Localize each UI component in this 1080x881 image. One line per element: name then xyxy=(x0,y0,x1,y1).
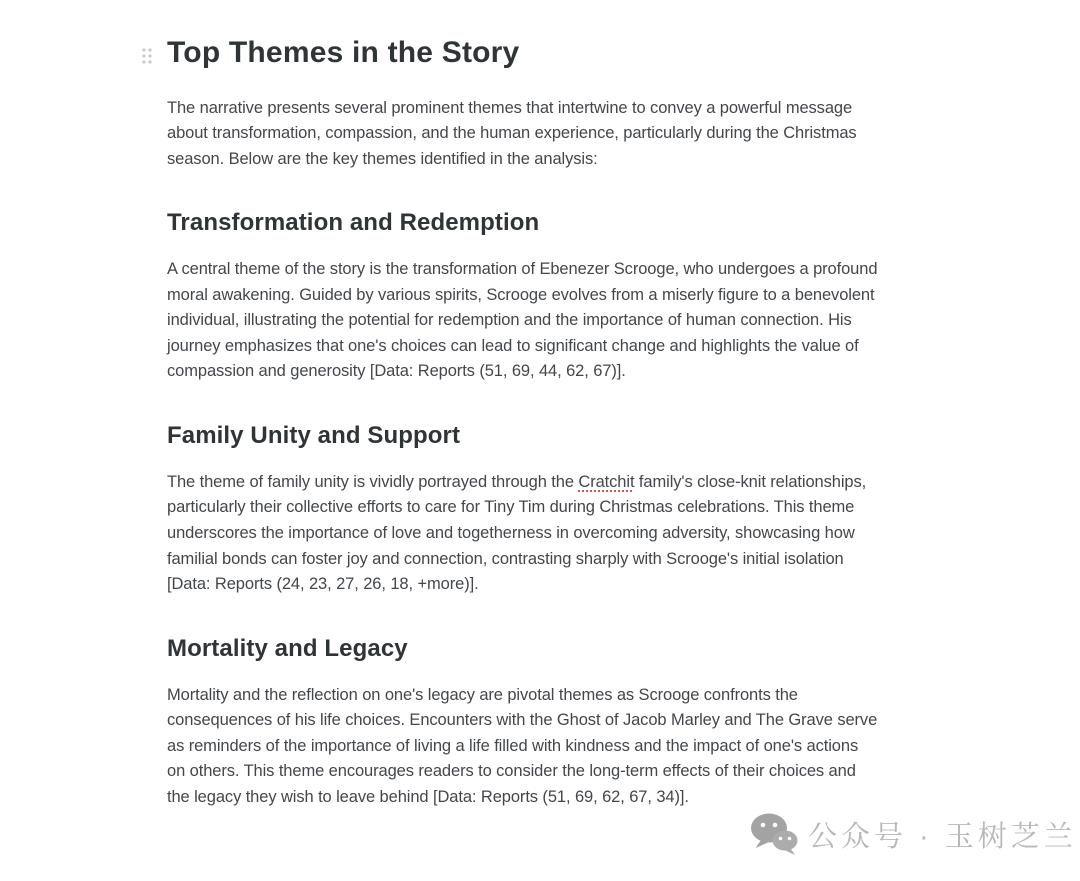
spellcheck-word: Cratchit xyxy=(578,472,635,491)
paragraph-text-before: The theme of family unity is vividly portrayed through the xyxy=(167,472,579,491)
wechat-icon xyxy=(750,812,798,856)
section-heading-mortality: Mortality and Legacy xyxy=(167,634,408,662)
section-paragraph-mortality: Mortality and the reflection on one's legacy are pivotal themes as Scrooge confronts the consequences of his life choices. Encounters with the Ghost of Jacob Marley and The Grave serve as reminders of the importance of living a life filled with kindness and the impact of one's actions on others. This theme encourages readers to consider the long-term effects of their choices and the legacy they wish to leave behind [Data: Reports (51, 69, 62, 67, 34)]. xyxy=(167,685,878,806)
section-paragraph-family xyxy=(167,470,879,598)
watermark xyxy=(750,812,1077,856)
watermark-text: 公众号 · 玉树芝兰 xyxy=(808,820,1077,853)
paragraph-text-after: family's close-knit relationships, particularly their collective efforts to care for Tiny Tim during Christmas celebrations. This theme underscores the importance of love and togetherness in overcoming adversity, showcasing how familial bonds can foster joy and connection, contrasting sharply with Scrooge's initial isolation [Data: Reports (24, 23, 27, 26, 18, +more)]. xyxy=(167,472,867,594)
intro-paragraph: The narrative presents several prominent themes that intertwine to convey a powerful message about transformation, compassion, and the human experience, particularly during the Christmas season. Below are the key themes identified in the analysis: xyxy=(167,98,857,168)
section-heading-transformation: Transformation and Redemption xyxy=(167,209,540,237)
section-heading-family: Family Unity and Support xyxy=(167,422,461,450)
page-title: Top Themes in the Story xyxy=(167,36,520,69)
document-page xyxy=(167,36,879,811)
section-paragraph-transformation: A central theme of the story is the transformation of Ebenezer Scrooge, who undergoes a profound moral awakening. Guided by various spirits, Scrooge evolves from a miserly figure to a benevolent individual, illustrating the potential for redemption and the importance of human connection. His journey emphasizes that one's choices can lead to significant change and highlights the value of compassion and generosity [Data: Reports (51, 69, 44, 62, 67)]. xyxy=(167,260,878,381)
title-block xyxy=(167,36,879,71)
drag-handle-icon[interactable] xyxy=(141,47,153,65)
